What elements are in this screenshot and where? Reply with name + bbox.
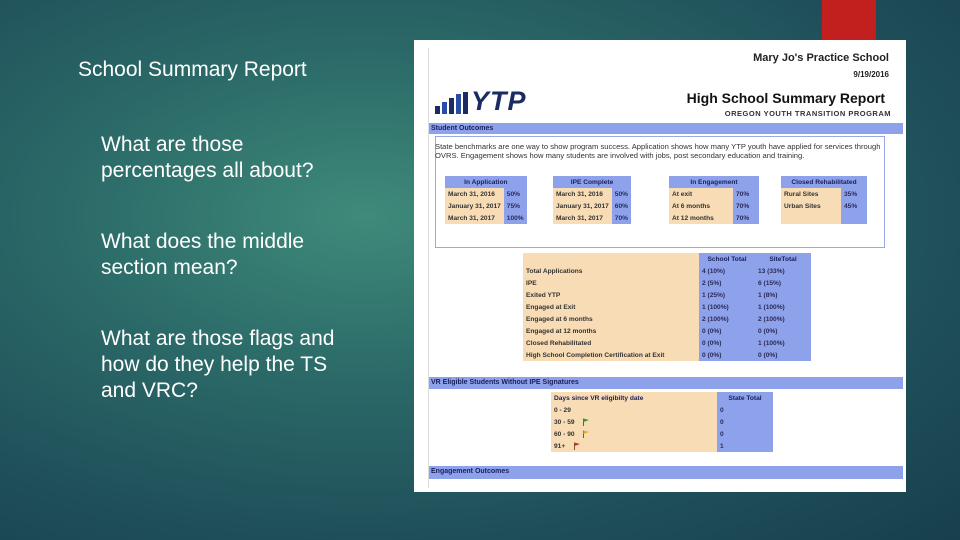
middle-section-table [523,253,811,361]
slide-title: School Summary Report [78,58,307,81]
table-title: IPE Complete [553,176,631,188]
table-title: Closed Rehabilitated [781,176,867,188]
row-value: 0 (0%) [699,325,755,337]
row-value: 6 (15%) [755,277,811,289]
col-days: Days since VR eligibilty date [551,392,717,404]
blank-header [523,253,699,265]
logo-bars-icon [433,92,473,114]
row-label: Engaged at 6 months [523,313,699,325]
program-name: OREGON YOUTH TRANSITION PROGRAM [724,109,891,118]
col-school-total: School Total [699,253,755,265]
row-value: 1 (100%) [699,301,755,313]
row-value: 75% [504,200,527,212]
logo-text: YTP [471,86,527,116]
row-label: At exit [669,188,733,200]
row-label: IPE [523,277,699,289]
row-value: 45% [841,200,867,212]
row-value: 1 (8%) [755,289,811,301]
col-site-total: SiteTotal [755,253,811,265]
col-state-total: State Total [717,392,773,404]
row-value: 1 (25%) [699,289,755,301]
row-value: 60% [612,200,631,212]
row-value: 1 (100%) [755,337,811,349]
row-label: Engaged at Exit [523,301,699,313]
row-value: 2 (100%) [755,313,811,325]
row-value: 70% [733,188,759,200]
report-page [428,48,903,488]
row-label: At 12 months [669,212,733,224]
yellow-flag-icon [582,430,590,438]
row-label: Closed Rehabilitated [523,337,699,349]
report-image [414,40,906,492]
row-value: 0 (0%) [755,349,811,361]
bullet-item: What are those percentages all about? [101,133,314,182]
row-value: 70% [612,212,631,224]
row-value: 0 (0%) [699,337,755,349]
row-value: 4 (10%) [699,265,755,277]
row-label: Exited YTP [523,289,699,301]
red-flag-icon [573,442,581,450]
days-range: 91+ [554,442,566,450]
row-label: January 31, 2017 [445,200,504,212]
bullet-item: What are those flags and how do they help the TS and VRC? [101,327,335,402]
table-in-application [445,176,527,224]
row-label [551,428,717,440]
row-label: March 31, 2017 [445,212,504,224]
ytp-logo [433,88,553,114]
row-value: 100% [504,212,527,224]
engagement-outcomes-header: Engagement Outcomes [429,466,903,479]
row-value: 70% [733,200,759,212]
green-flag-icon [582,418,590,426]
row-label: High School Completion Certification at Exit [523,349,699,361]
table-title: In Engagement [669,176,759,188]
row-value: 13 (33%) [755,265,811,277]
vr-eligible-header: VR Eligible Students Without IPE Signatures [429,377,903,389]
row-value: 50% [612,188,631,200]
table-closed-rehabilitated [781,176,867,224]
row-label [551,404,717,416]
days-range: 30 - 59 [554,418,575,426]
row-label [551,440,717,452]
report-title: High School Summary Report [686,90,885,106]
days-range: 0 - 29 [554,406,571,414]
row-value: 0 [717,416,773,428]
accent-bar [822,0,876,40]
student-outcomes-header: Student Outcomes [429,123,903,134]
row-value: 0 (0%) [755,325,811,337]
row-label [781,212,841,224]
row-value: 1 (100%) [755,301,811,313]
school-name: Mary Jo's Practice School [753,52,889,64]
table-title: In Application [445,176,527,188]
row-label: January 31, 2017 [553,200,612,212]
row-value: 2 (100%) [699,313,755,325]
days-range: 60 - 90 [554,430,575,438]
row-value: 50% [504,188,527,200]
row-label: At 6 months [669,200,733,212]
bullet-item: What does the middle section mean? [101,230,305,279]
row-label: Urban Sites [781,200,841,212]
row-label [551,416,717,428]
row-label: Rural Sites [781,188,841,200]
row-label: Total Applications [523,265,699,277]
row-value: 0 [717,404,773,416]
bullet-list [101,132,361,449]
row-value [841,212,867,224]
row-value: 70% [733,212,759,224]
table-ipe-complete [553,176,631,224]
row-label: Engaged at 12 months [523,325,699,337]
row-label: March 31, 2017 [553,212,612,224]
row-value: 0 (0%) [699,349,755,361]
row-value: 1 [717,440,773,452]
vr-eligible-table [551,392,773,452]
row-value: 0 [717,428,773,440]
table-in-engagement [669,176,759,224]
report-date: 9/19/2016 [853,70,889,79]
row-value: 35% [841,188,867,200]
row-label: March 31, 2016 [445,188,504,200]
row-value: 2 (5%) [699,277,755,289]
row-label: March 31, 2016 [553,188,612,200]
outcomes-intro: State benchmarks are one way to show program success. Application shows how many YTP youth have applied for services through OVRS. Engagement shows how many students are involved with jobs, post secondary education and training. [435,142,881,160]
